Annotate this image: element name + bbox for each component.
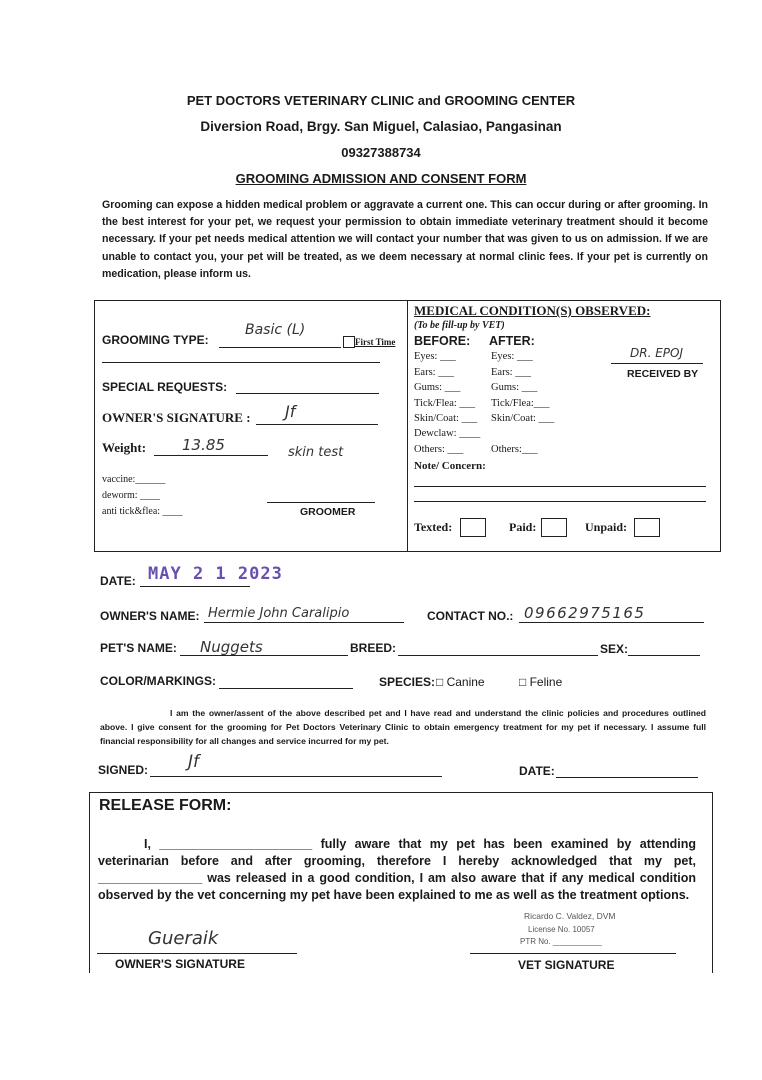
contact-value[interactable]: 09662975165	[524, 604, 646, 622]
pet-name-label: PET'S NAME:	[100, 641, 177, 655]
deworm-field[interactable]: deworm: ____	[102, 490, 161, 501]
breed-line	[398, 655, 598, 656]
owner-name-label: OWNER'S NAME:	[100, 609, 200, 623]
owner-signature-value[interactable]: Jf	[285, 402, 296, 421]
signed-line	[150, 776, 442, 777]
date-stamp[interactable]: MAY 2 1 2023	[148, 564, 283, 584]
contact-line	[519, 622, 704, 623]
date-line	[140, 586, 250, 587]
vet-sig-line	[470, 953, 676, 954]
weight-line	[154, 455, 268, 456]
special-requests-line	[236, 393, 379, 394]
before-tickflea[interactable]: Tick/Flea: ___	[414, 398, 476, 409]
intro-text: Grooming can expose a hidden medical problem or aggravate a current one. This can occur during or after grooming. In the best interest for your pet, we request your permission to obtain immediate veterinary treatment should it become necessary. If your pet needs medical attention we will contact your number that was given to us on admission. If we are unable to contact you, your pet will be treated, as we deem necessary at normal clinic fees. If your pet is currently on medication, please inform us.	[102, 199, 708, 280]
signed-date-label: DATE:	[519, 764, 555, 778]
release-owner-signature[interactable]: Gueraik	[148, 928, 219, 949]
signed-date-line	[556, 777, 698, 778]
before-gums[interactable]: Gums: ___	[414, 382, 461, 393]
vet-name: Ricardo C. Valdez, DVM	[524, 911, 616, 921]
form-title: GROOMING ADMISSION AND CONSENT FORM	[235, 171, 527, 186]
received-by-value[interactable]: DR. EPOJ	[630, 346, 684, 360]
clinic-phone: 09327388734	[341, 145, 421, 160]
before-ears[interactable]: Ears: ___	[414, 367, 454, 378]
after-label: AFTER:	[489, 334, 535, 348]
grooming-type-line	[219, 347, 341, 348]
owner-name-value[interactable]: Hermie John Caralipio	[208, 606, 350, 621]
received-by-label: RECEIVED BY	[627, 368, 699, 380]
vet-ptr: PTR No. ___________	[520, 937, 602, 946]
groomer-line	[267, 502, 375, 503]
clinic-name: PET DOCTORS VETERINARY CLINIC and GROOMING CENTER	[186, 93, 576, 108]
sex-line	[628, 655, 700, 656]
sex-label: SEX:	[600, 642, 629, 656]
after-tickflea[interactable]: Tick/Flea:___	[491, 398, 550, 409]
vet-license: License No. 10057	[528, 925, 595, 934]
after-others[interactable]: Others:___	[491, 444, 538, 455]
owner-name-line	[204, 622, 404, 623]
note-line-2	[414, 501, 706, 502]
unpaid-label: Unpaid:	[585, 520, 628, 534]
owner-sig-line	[97, 953, 297, 954]
first-time-checkbox[interactable]	[343, 336, 355, 348]
note-label: Note/ Concern:	[414, 460, 486, 472]
box-divider	[407, 301, 408, 551]
paid-label: Paid:	[509, 520, 537, 534]
pet-name-value[interactable]: Nuggets	[200, 638, 263, 656]
clinic-address: Diversion Road, Brgy. San Miguel, Calasiao, Pangasinan	[200, 119, 562, 134]
medical-title: MEDICAL CONDITION(S) OBSERVED:	[414, 303, 651, 318]
date-label: DATE:	[100, 574, 136, 588]
release-text: I, ______________________ fully aware that my pet has been examined by attending veterinarian before and after grooming, therefore I hereby acknowledged that my pet, _______________ was released in a good condition, I am also aware that if any medical condition observed by the vet concerning my pet have been explained to me as well as the treatment options.	[98, 837, 696, 902]
grooming-extra-line	[102, 362, 380, 363]
note-line-1	[414, 486, 706, 487]
before-skincoat[interactable]: Skin/Coat: ___	[414, 413, 478, 424]
grooming-type-value[interactable]: Basic (L)	[245, 322, 306, 338]
received-by-line	[611, 363, 703, 364]
before-eyes[interactable]: Eyes: ___	[414, 351, 456, 362]
release-title: RELEASE FORM:	[99, 797, 232, 814]
before-label: BEFORE:	[414, 334, 471, 348]
owner-signature-label-release: OWNER'S SIGNATURE	[115, 957, 245, 971]
antitick-field[interactable]: anti tick&flea: ____	[102, 506, 183, 517]
medical-subtitle: (To be fill-up by VET)	[414, 320, 505, 331]
paid-checkbox[interactable]	[541, 518, 567, 537]
after-eyes[interactable]: Eyes: ___	[491, 351, 533, 362]
before-others[interactable]: Others: ___	[414, 444, 464, 455]
texted-checkbox[interactable]	[460, 518, 486, 537]
owner-signature-label: OWNER'S SIGNATURE :	[102, 410, 251, 425]
groomer-label: GROOMER	[300, 506, 356, 518]
species-feline[interactable]: □ Feline	[519, 675, 563, 689]
vet-signature-label: VET SIGNATURE	[518, 958, 615, 972]
breed-label: BREED:	[350, 641, 397, 655]
texted-label: Texted:	[414, 520, 453, 534]
special-requests-label: SPECIAL REQUESTS:	[102, 380, 228, 394]
species-label: SPECIES:	[379, 675, 436, 689]
signed-label: SIGNED:	[98, 763, 149, 777]
weight-value[interactable]: 13.85	[182, 436, 225, 454]
after-gums[interactable]: Gums: ___	[491, 382, 538, 393]
color-markings-label: COLOR/MARKINGS:	[100, 674, 216, 688]
weight-note: skin test	[288, 445, 344, 460]
unpaid-checkbox[interactable]	[634, 518, 660, 537]
after-ears[interactable]: Ears: ___	[491, 367, 531, 378]
grooming-type-label: GROOMING TYPE:	[102, 333, 209, 347]
weight-label: Weight:	[102, 440, 147, 455]
contact-label: CONTACT NO.:	[427, 609, 514, 623]
signed-value[interactable]: Jf	[188, 752, 199, 772]
species-canine[interactable]: □ Canine	[436, 675, 485, 689]
after-skincoat[interactable]: Skin/Coat: ___	[491, 413, 555, 424]
first-time-label: First Time	[355, 337, 396, 347]
owner-signature-line	[256, 424, 378, 425]
consent-text: I am the owner/assent of the above described pet and I have read and understand the clinic policies and procedures outlined above. I give consent for the grooming for Pet Doctors Veterinary Clinic to obtain emergency treatment for my pet if necessary. I assume full financial responsibility for all changes and service incurred for my pet.	[100, 708, 706, 746]
before-dewclaw[interactable]: Dewclaw: ____	[414, 428, 481, 439]
vaccine-field[interactable]: vaccine:______	[102, 474, 166, 485]
color-markings-line	[219, 688, 353, 689]
